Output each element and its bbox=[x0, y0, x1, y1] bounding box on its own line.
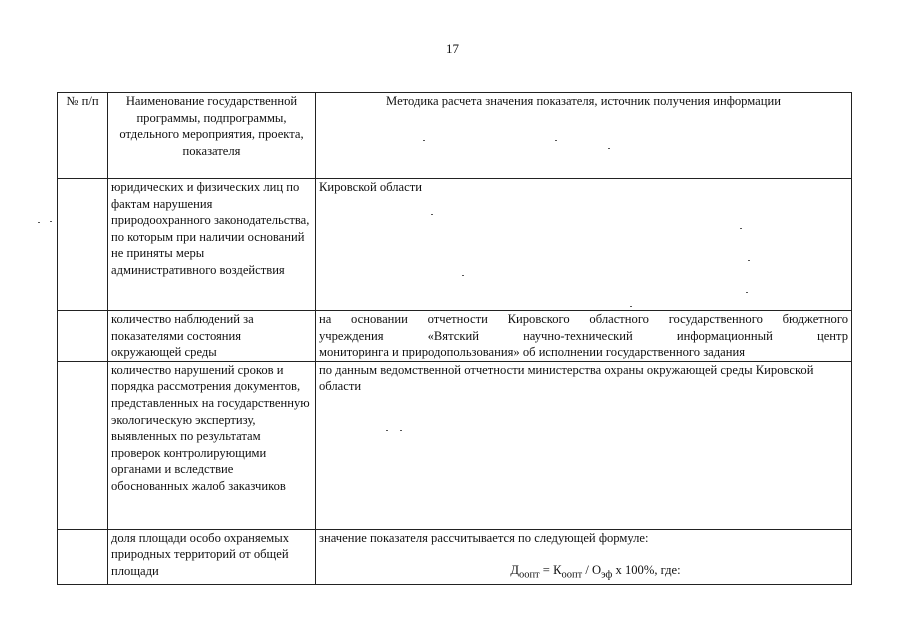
header-name-cell: Наименование государственной программы, подпрограммы, отдельного мероприятия, проекта, показателя bbox=[108, 93, 316, 179]
scan-speck bbox=[38, 222, 40, 223]
table-row bbox=[58, 529, 852, 585]
row-name-cell: доля площади особо охраняемых природных территорий от общей площади bbox=[108, 529, 316, 585]
formula-k: К bbox=[553, 563, 562, 578]
row-method-cell: Кировской области bbox=[316, 179, 852, 311]
row-name-cell: количество наблюдений за показателями состояния окружающей среды bbox=[108, 311, 316, 362]
formula-o-sub: эф bbox=[601, 569, 613, 581]
scan-speck bbox=[740, 228, 742, 229]
header-num-cell: № п/п bbox=[58, 93, 108, 179]
scan-speck bbox=[431, 214, 433, 215]
formula-eq: = bbox=[539, 563, 554, 578]
scan-speck bbox=[608, 148, 610, 149]
indicators-table bbox=[57, 92, 852, 585]
method-text: значение показателя рассчитывается по следующей формуле: bbox=[319, 530, 649, 545]
formula bbox=[319, 562, 848, 584]
row-name-cell: количество нарушений сроков и порядка рассмотрения документов, представленных на государственную экологическую экспертизу, выявленных по результатам проверок контролирующими органами и вследствие обоснованных жалоб заказчиков bbox=[108, 361, 316, 529]
scan-speck bbox=[423, 140, 425, 141]
row-name-cell: юридических и физических лиц по фактам нарушения природоохранного законодательства, по которым при наличии оснований не приняты меры административного воздействия bbox=[108, 179, 316, 311]
method-line: на основании отчетности Кировского областного государственного бюджетного bbox=[319, 312, 848, 326]
row-method-cell: по данным ведомственной отчетности министерства охраны окружающей среды Кировской области bbox=[316, 361, 852, 529]
table-row bbox=[58, 311, 852, 362]
scan-speck bbox=[555, 140, 557, 141]
formula-k-sub: оопт bbox=[561, 569, 583, 581]
scan-speck bbox=[462, 275, 464, 276]
row-num-cell bbox=[58, 311, 108, 362]
row-num-cell bbox=[58, 361, 108, 529]
row-method-cell bbox=[316, 529, 852, 585]
scan-speck bbox=[400, 430, 402, 431]
page-number: 17 bbox=[446, 41, 459, 56]
scan-speck bbox=[630, 306, 632, 307]
scan-speck bbox=[748, 260, 750, 261]
method-line: мониторинга и природопользования» об исполнении государственного задания bbox=[319, 345, 746, 360]
table-row bbox=[58, 179, 852, 311]
row-num-cell bbox=[58, 179, 108, 311]
table-row bbox=[58, 361, 852, 529]
formula-div: / bbox=[582, 563, 592, 578]
scan-speck bbox=[746, 292, 748, 293]
formula-o: О bbox=[591, 563, 602, 578]
formula-d-sub: оопт bbox=[518, 569, 540, 581]
header-method-cell: Методика расчета значения показателя, источник получения информации bbox=[316, 93, 852, 179]
formula-d: Д bbox=[510, 563, 519, 578]
row-method-cell bbox=[316, 311, 852, 362]
scan-speck bbox=[386, 430, 388, 431]
scan-speck bbox=[50, 221, 52, 222]
table-header-row bbox=[58, 93, 852, 179]
formula-tail: х 100%, где: bbox=[612, 563, 681, 578]
method-line: учреждения «Вятский научно-технический информационный центр bbox=[319, 328, 848, 343]
row-num-cell bbox=[58, 529, 108, 585]
